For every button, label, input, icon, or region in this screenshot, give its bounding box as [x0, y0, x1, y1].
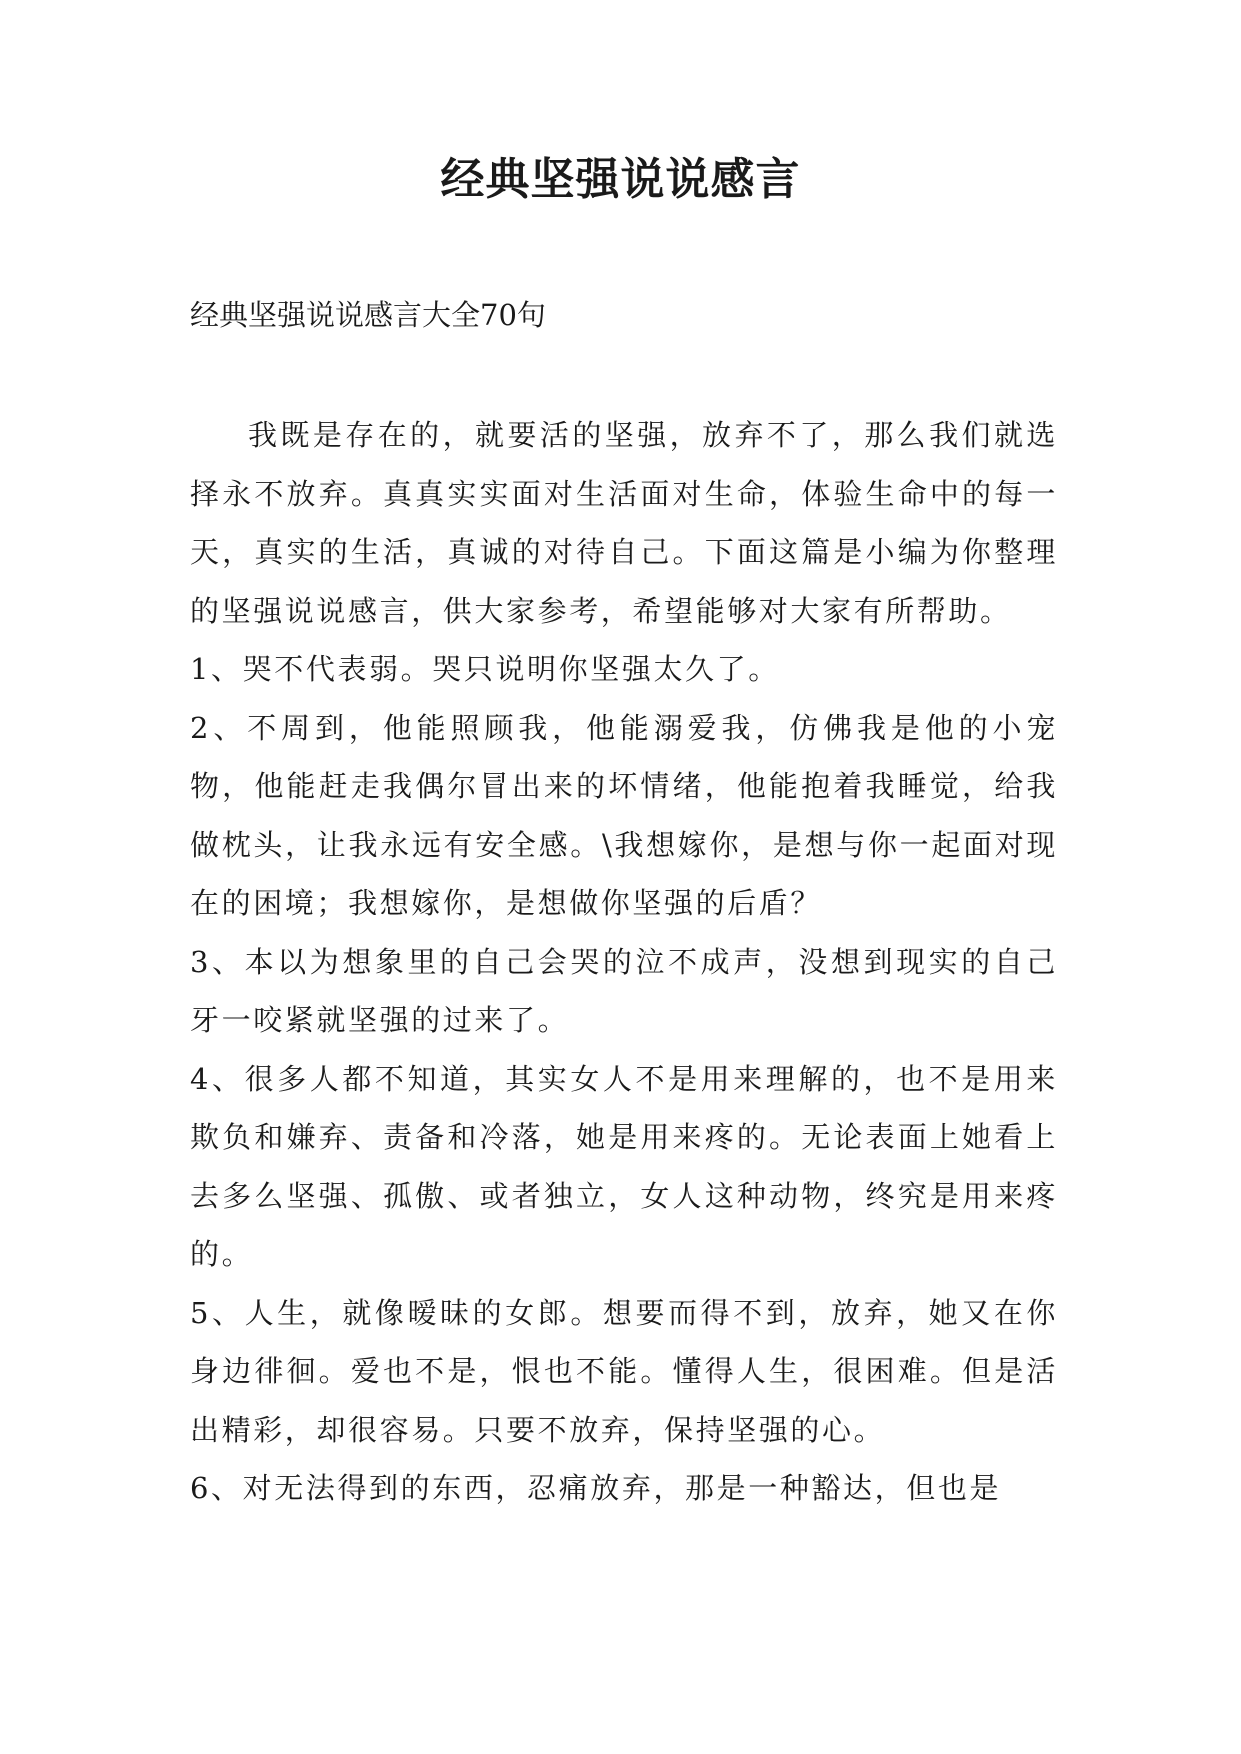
document-body [190, 406, 1058, 1518]
list-item: 1、哭不代表弱。哭只说明你坚强太久了。 [190, 652, 780, 686]
document-title: 经典坚强说说感言 [440, 154, 801, 205]
intro-paragraph: 我既是存在的，就要活的坚强，放弃不了，那么我们就选择永不放弃。真真实实面对生活面对生命，体验生命中的每一天，真实的生活，真诚的对待自己。下面这篇是小编为你整理的坚强说说感言，供大家参考，希望能够对大家有所帮助。 [190, 418, 1058, 628]
list-item: 5、人生，就像暧昧的女郎。想要而得不到，放弃，她又在你身边徘徊。爱也不是，恨也不能。懂得人生，很困难。但是活出精彩，却很容易。只要不放弃，保持坚强的心。 [190, 1295, 1058, 1447]
list-item: 6、对无法得到的东西，忍痛放弃，那是一种豁达，但也是 [190, 1471, 1002, 1505]
list-item: 4、很多人都不知道，其实女人不是用来理解的，也不是用来欺负和嫌弃、责备和冷落，她是用来疼的。无论表面上她看上去多么坚强、孤傲、或者独立，女人这种动物，终究是用来疼的。 [190, 1061, 1058, 1271]
document-subtitle: 经典坚强说说感言大全70句 [190, 298, 546, 332]
list-item: 3、本以为想象里的自己会哭的泣不成声，没想到现实的自己牙一咬紧就坚强的过来了。 [190, 944, 1058, 1037]
list-item: 2、不周到，他能照顾我，他能溺爱我，仿佛我是他的小宠物，他能赶走我偶尔冒出来的坏情绪，他能抱着我睡觉，给我做枕头，让我永远有安全感。\我想嫁你，是想与你一起面对现在的困境；我想嫁你，是想做你坚强的后盾？ [190, 710, 1058, 920]
